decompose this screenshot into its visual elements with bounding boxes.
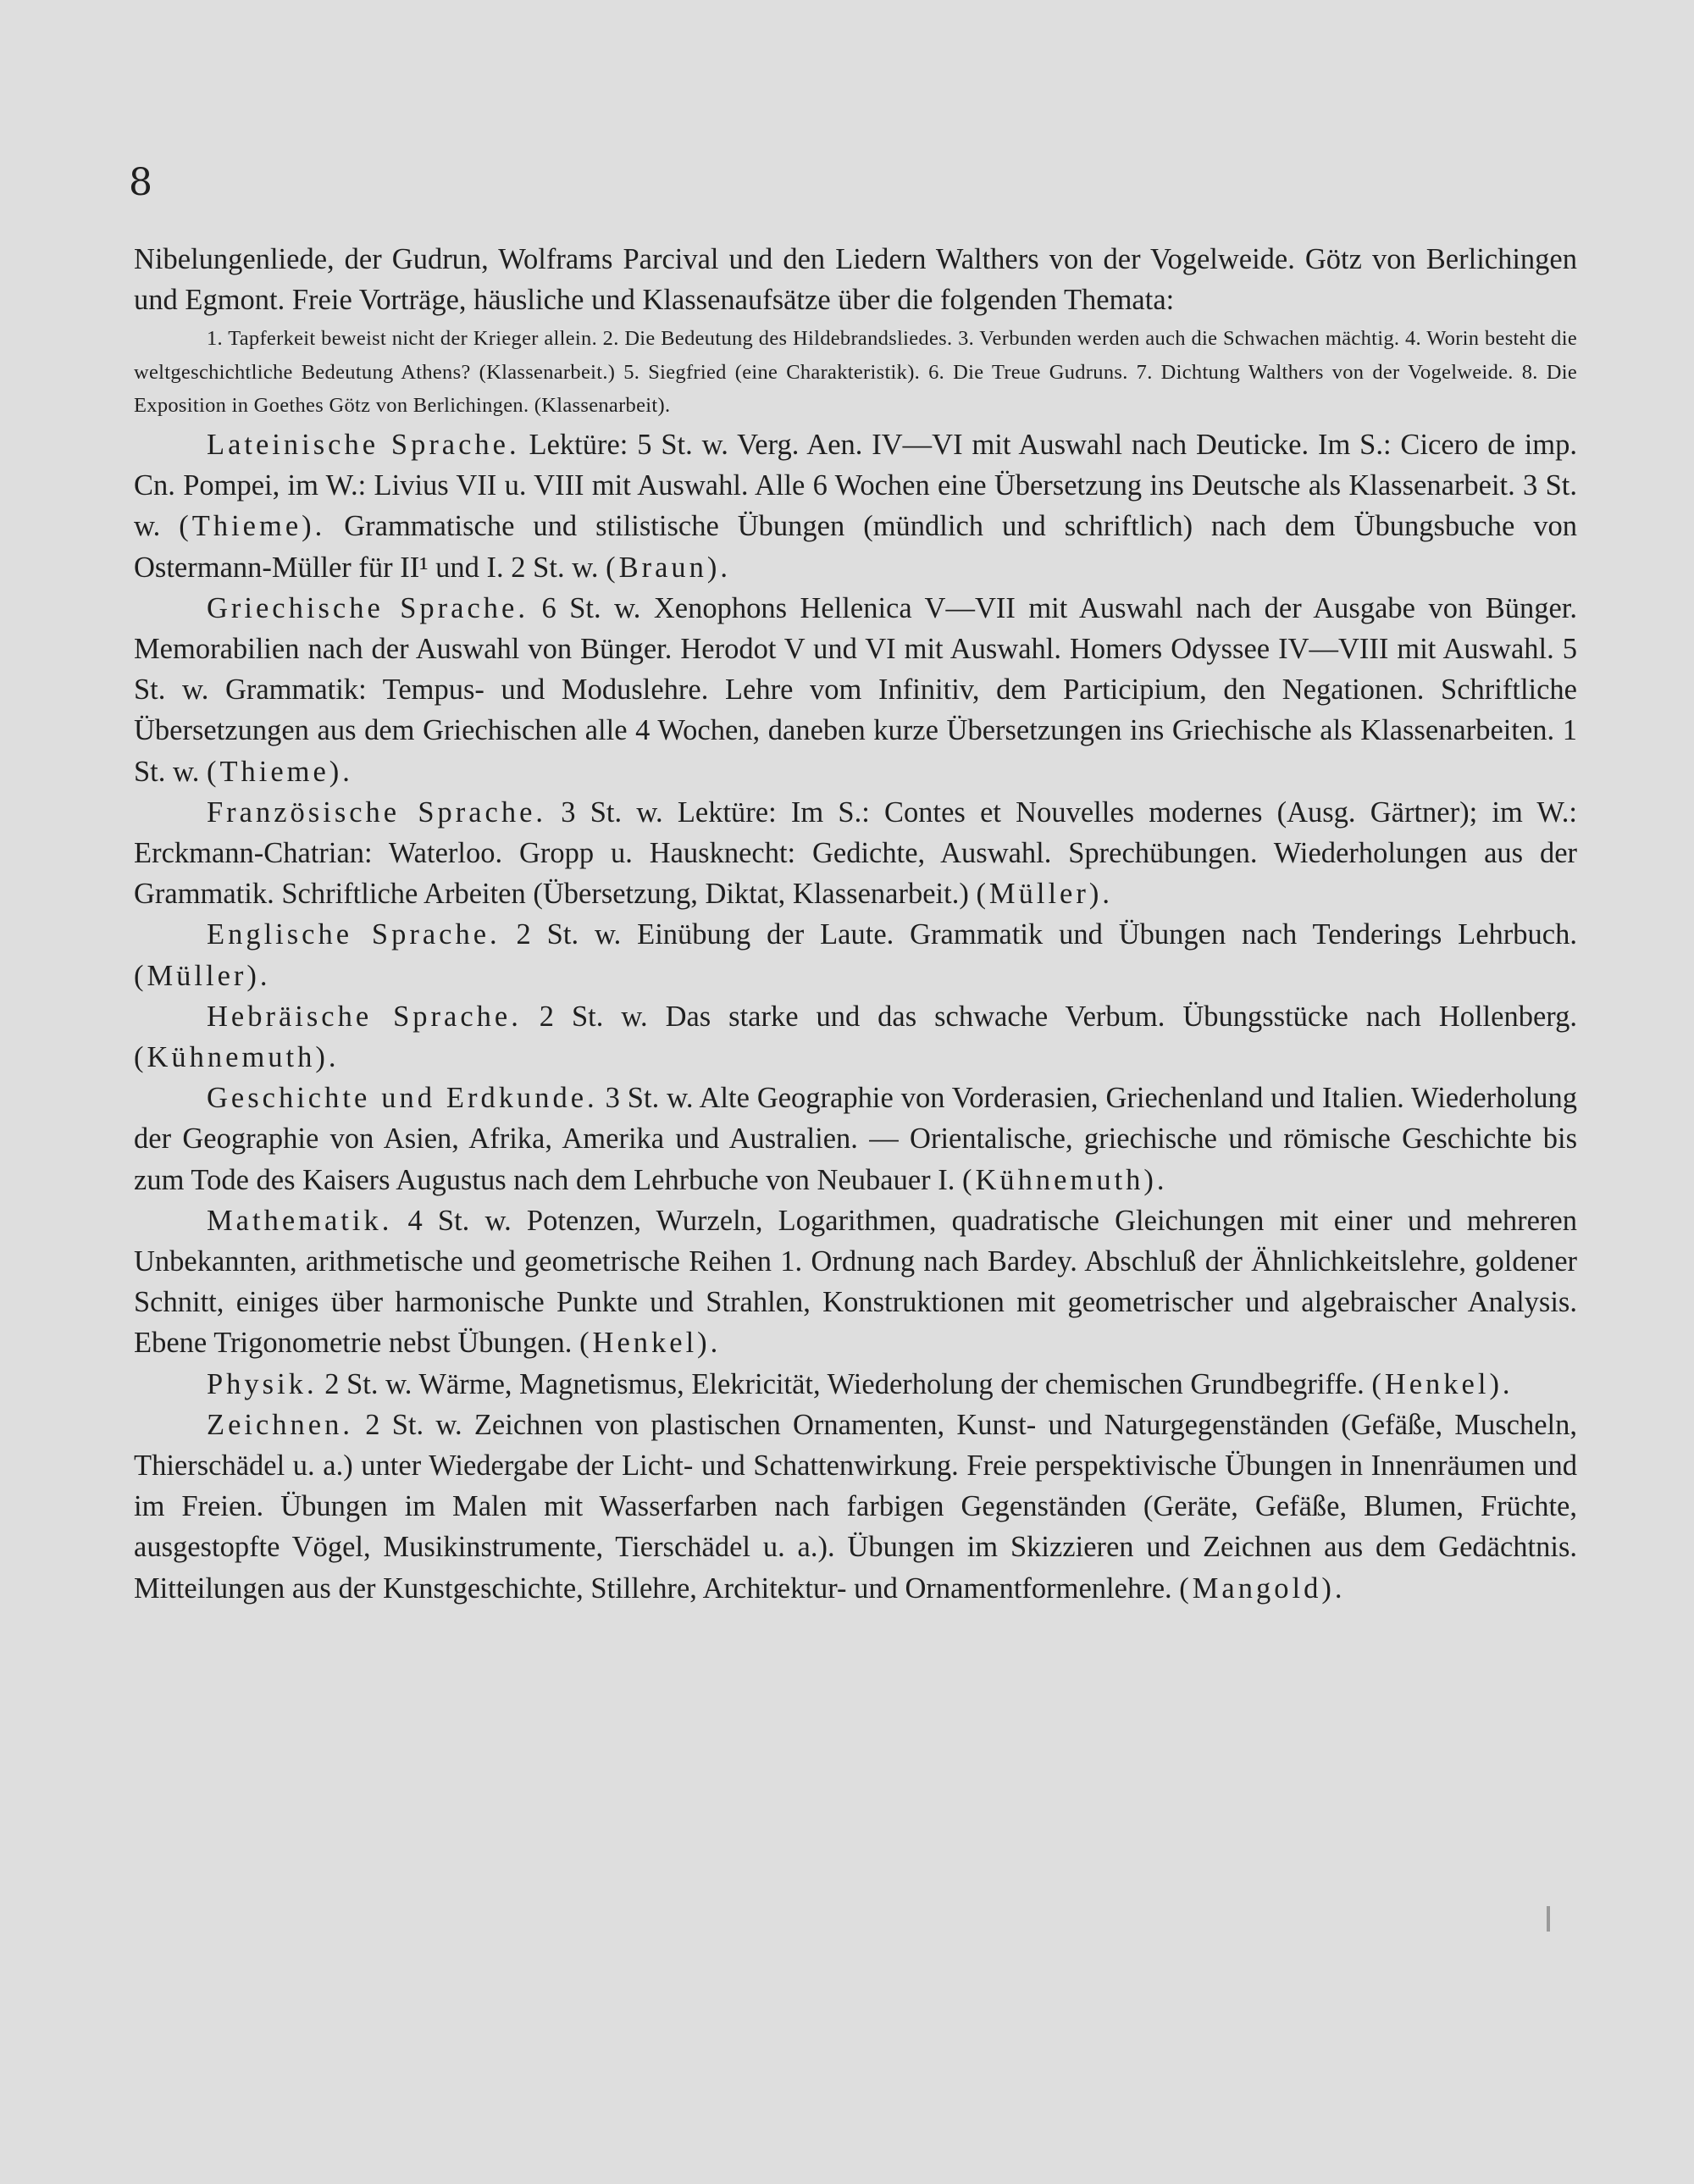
section-heading-english: Englische Sprache. <box>207 918 501 951</box>
section-heading-history: Geschichte und Erdkunde. <box>207 1082 598 1115</box>
section-text-french: 3 St. w. Lektüre: Im S.: Contes et Nouvelles modernes (Ausg. Gärtner); im W.: Erckmann-Chatrian: Waterloo. Gropp u. Hausknecht: Gedichte, Auswahl. Sprechübungen. Wiederholungen aus der Grammatik. Schriftliche Arbeiten (Übersetzung, Diktat, Klassenarbeit.) <box>134 795 1577 911</box>
section-drawing <box>134 1405 1577 1609</box>
teacher-physics: (Henkel). <box>1371 1367 1514 1400</box>
section-heading-physics: Physik. <box>207 1367 318 1400</box>
page-number: 8 <box>129 161 152 204</box>
section-hebrew <box>134 996 1577 1078</box>
section-text-history: 3 St. w. Alte Geographie von Vorderasien, Griechenland und Italien. Wiederholung der Geographie von Asien, Afrika, Amerika und Australien. — Orientalische, griechische und römische Geschichte bis zum Tode des Kaisers Augustus nach dem Lehrbuche von Neubauer I. <box>134 1082 1577 1196</box>
section-text-drawing: 2 St. w. Zeichnen von plastischen Ornamenten, Kunst- und Naturgegenständen (Gefäße, Muscheln, Thierschädel u. a.) unter Wiedergabe der Licht- und Schattenwirkung. Freie perspektivische Übungen in Innenräumen und im Freien. Übungen im Malen mit Wasserfarben nach farbigen Gegenständen (Geräte, Gefäße, Blumen, Früchte, ausgestopfte Vögel, Musikinstrumente, Tierschädel u. a.). Übungen im Skizzieren und Zeichnen aus dem Gedächtnis. Mitteilungen aus der Kunstgeschichte, Stillehre, Architektur- und Ornamentformenlehre. <box>134 1408 1577 1605</box>
section-heading-hebrew: Hebräische Sprache. <box>207 1000 522 1033</box>
section-text-latin: Lektüre: 5 St. w. Verg. Aen. IV—VI mit Auswahl nach Deuticke. Im S.: Cicero de imp. Cn. Pompei, im W.: Livius VII u. VIII mit Auswahl. Alle 6 Wochen eine Übersetzung ins Deutsche als Klassenarbeit. 3 St. w. <box>134 428 1577 543</box>
teacher-hebrew: (Kühnemuth). <box>134 1040 340 1073</box>
section-history <box>134 1078 1577 1200</box>
teacher-latin-2: (Braun). <box>606 551 732 584</box>
section-heading-greek: Griechische Sprache. <box>207 591 529 624</box>
section-text-physics: 2 St. w. Wärme, Magnetismus, Elekricität, Wiederholung der chemischen Grundbegriffe. <box>317 1367 1372 1400</box>
teacher-drawing: (Mangold). <box>1179 1571 1346 1605</box>
section-text-latin-2: Grammatische und stilistische Übungen (mündlich und schriftlich) nach dem Übungsbuche von Ostermann-Müller für II¹ und I. 2 St. w. <box>134 510 1577 584</box>
teacher-french: (Müller). <box>976 878 1113 911</box>
section-greek <box>134 588 1577 792</box>
section-text-english: 2 St. w. Einübung der Laute. Grammatik und Übungen nach Tenderings Lehrbuch. <box>500 918 1577 951</box>
intro-paragraph: Nibelungenliede, der Gudrun, Wolframs Parcival und den Liedern Walthers von der Vogelweide. Götz von Berlichingen und Egmont. Freie Vorträge, häusliche und Klassenaufsätze über die folgenden Themata: <box>134 243 1577 317</box>
section-heading-drawing: Zeichnen. <box>207 1408 353 1441</box>
themata-list: 1. Tapferkeit beweist nicht der Krieger allein. 2. Die Bedeutung des Hildebrandsliedes. 3. Verbunden werden auch die Schwachen mächtig. 4. Worin besteht die weltgeschichtliche Bedeutung Athens? (Klassenarbeit.) 5. Siegfried (eine Charakteristik). 6. Die Treue Gudruns. 7. Dichtung Walthers von der Vogelweide. 8. Die Exposition in Goethes Götz von Berlichingen. (Klassenarbeit). <box>134 327 1577 418</box>
teacher-math: (Henkel). <box>579 1327 722 1360</box>
section-physics <box>134 1364 1577 1405</box>
body-text <box>134 239 1577 1609</box>
scan-mark <box>1547 1906 1550 1932</box>
section-text-greek: 6 St. w. Xenophons Hellenica V—VII mit Auswahl nach der Ausgabe von Bünger. Memorabilien nach der Auswahl von Bünger. Herodot V und VI mit Auswahl. Homers Odyssee IV—VIII mit Auswahl. 5 St. w. Grammatik: Tempus- und Moduslehre. Lehre vom Infinitiv, dem Participium, den Negationen. Schriftliche Übersetzungen aus dem Griechischen alle 4 Wochen, daneben kurze Übersetzungen ins Griechische als Klassenarbeiten. 1 St. w. <box>134 591 1577 788</box>
section-heading-latin: Lateinische Sprache. <box>207 428 520 461</box>
section-math <box>134 1200 1577 1364</box>
section-text-math: 4 St. w. Potenzen, Wurzeln, Logarithmen, quadratische Gleichungen mit einer und mehreren Unbekannten, arithmetische und geometrische Reihen 1. Ordnung nach Bardey. Abschluß der Ähnlichkeitslehre, goldener Schnitt, einiges über harmonische Punkte und Strahlen, Konstruktionen mit geometrischer und algebraischer Analysis. Ebene Trigonometrie nebst Übungen. <box>134 1204 1577 1360</box>
section-heading-french: Französische Sprache. <box>207 795 547 829</box>
section-latin <box>134 424 1577 588</box>
teacher-history: (Kühnemuth). <box>962 1163 1168 1196</box>
section-french <box>134 792 1577 915</box>
section-english <box>134 914 1577 995</box>
section-text-hebrew: 2 St. w. Das starke und das schwache Verbum. Übungsstücke nach Hollenberg. <box>521 1000 1578 1033</box>
section-heading-math: Mathematik. <box>207 1204 393 1237</box>
teacher-greek: (Thieme). <box>206 755 353 788</box>
teacher-latin-1: (Thieme). <box>179 510 326 543</box>
teacher-english: (Müller). <box>134 959 271 992</box>
